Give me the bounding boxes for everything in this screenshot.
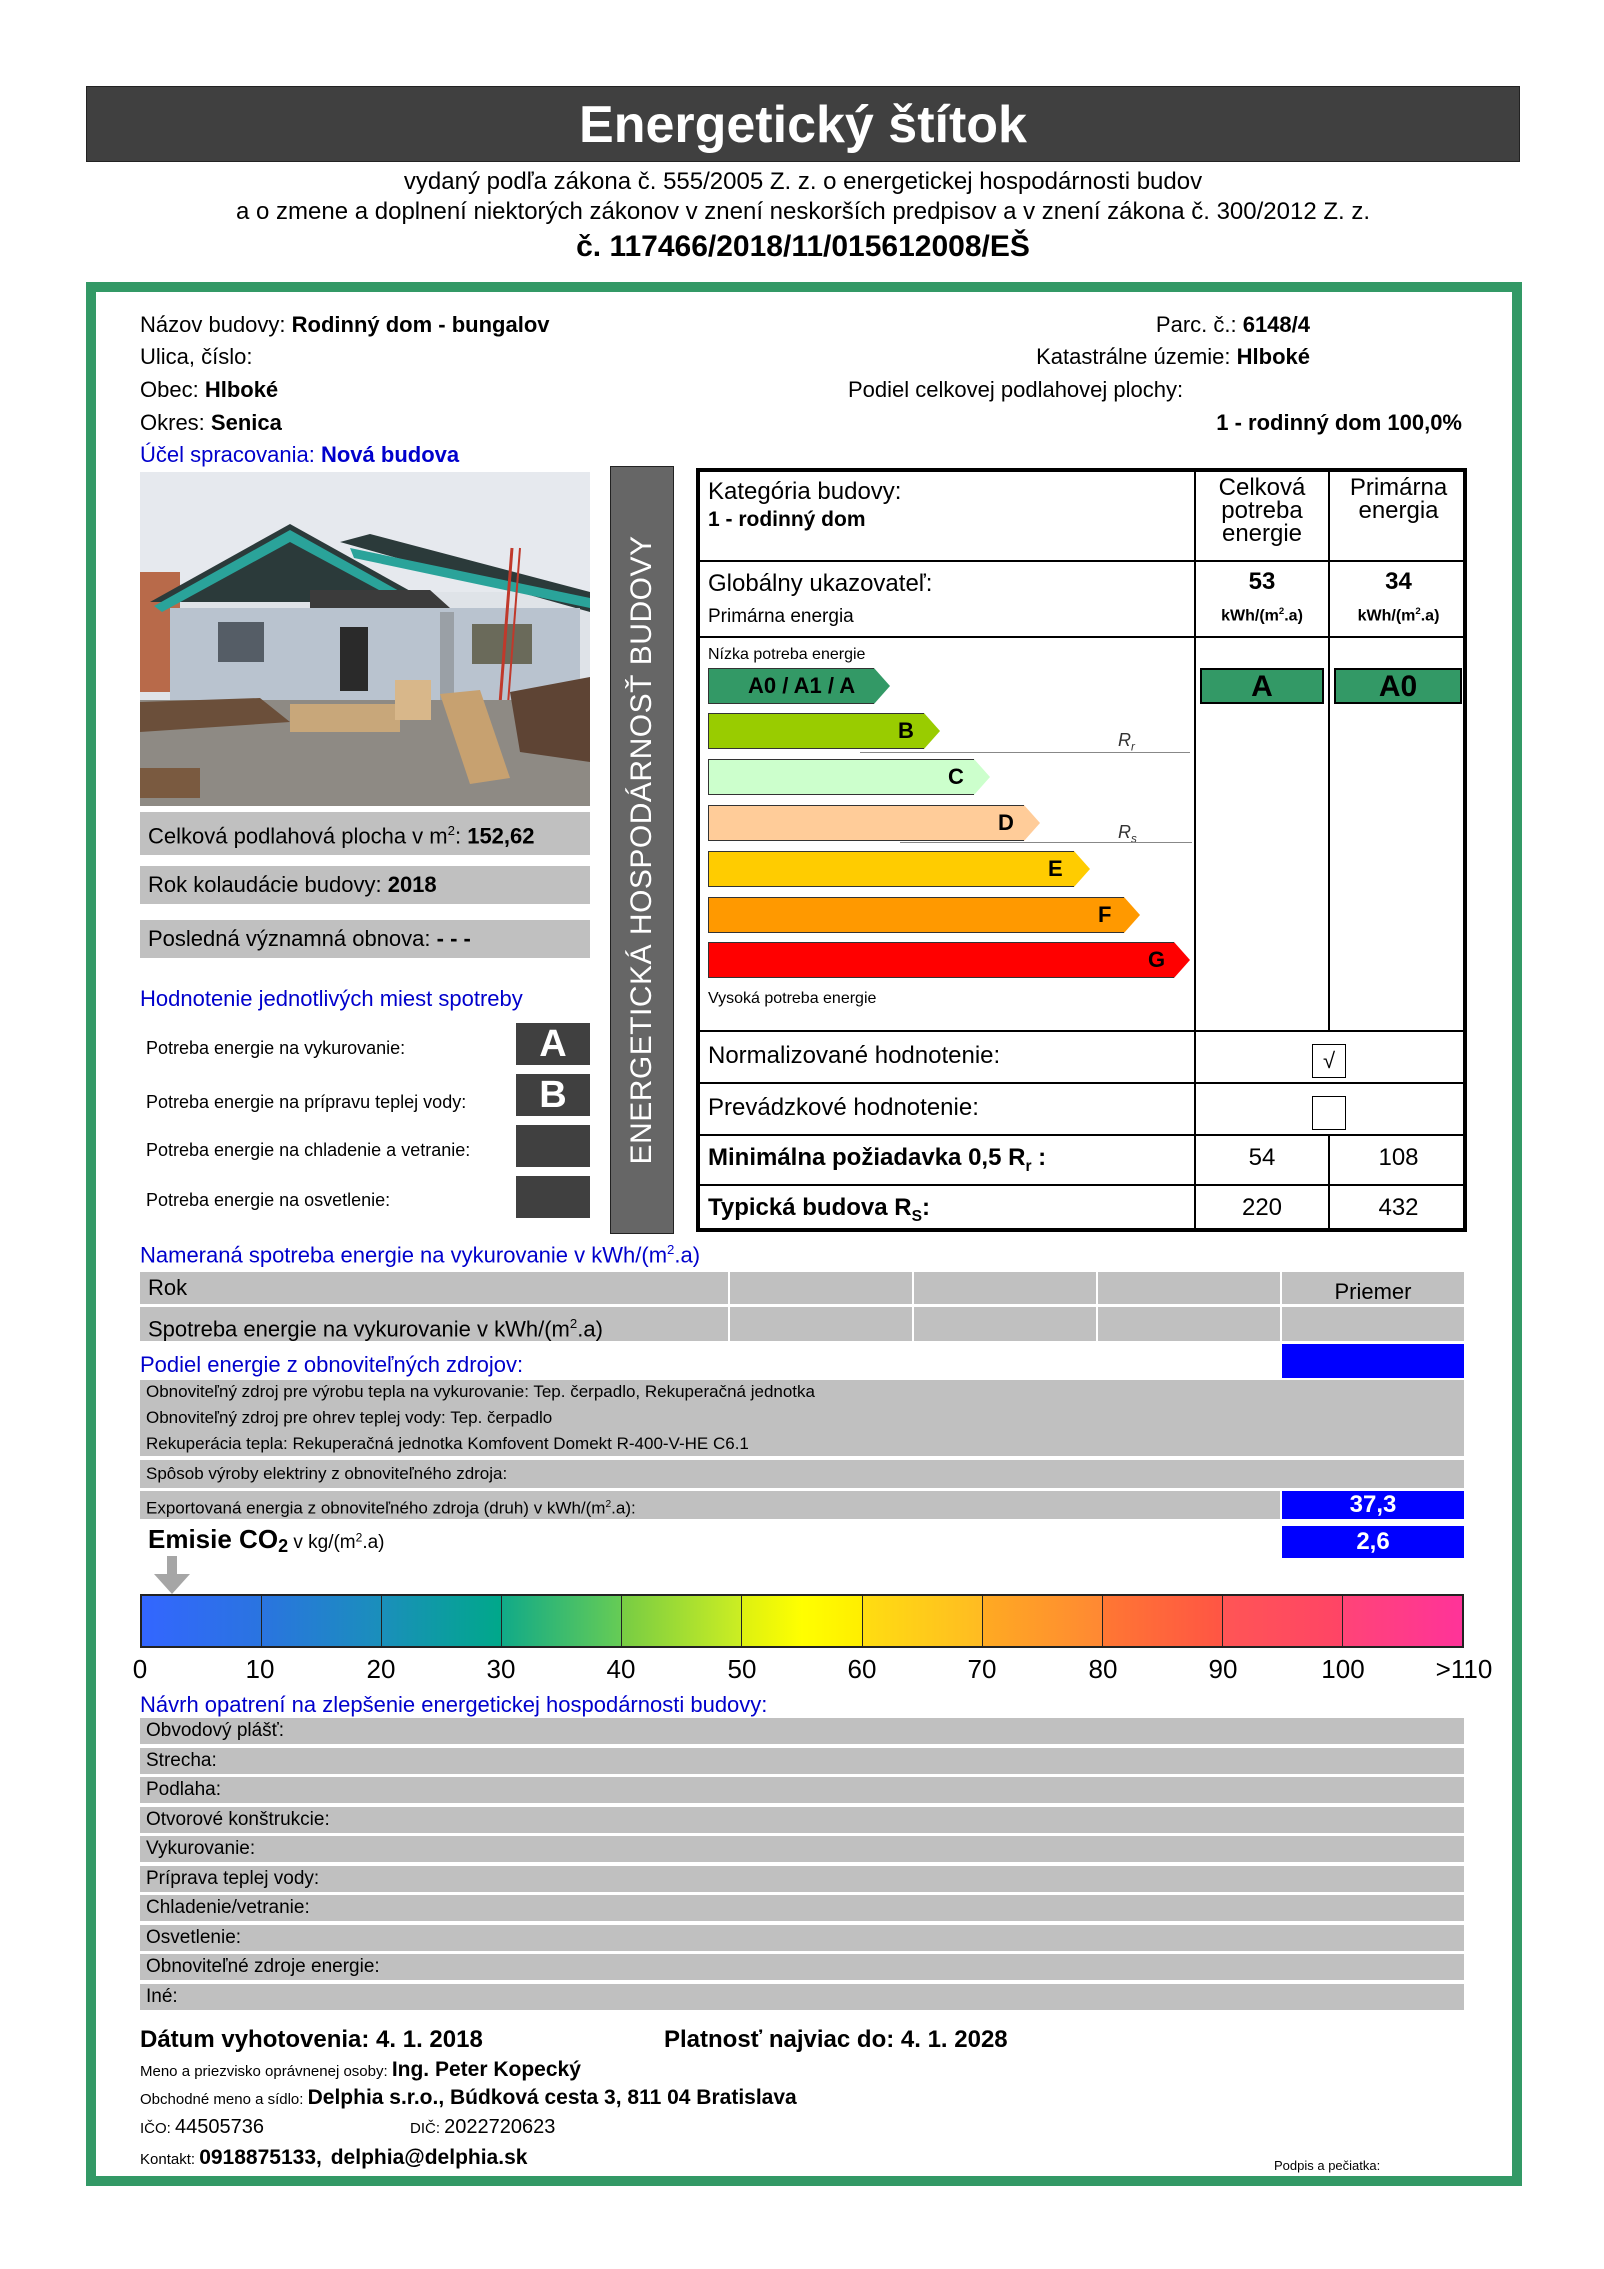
col-primary-header-line: energia xyxy=(1358,497,1439,524)
unit-prefix: kWh/(m xyxy=(1357,607,1416,625)
normalized-rating-label: Normalizované hodnotenie: xyxy=(708,1042,1001,1069)
class-bar-b xyxy=(708,713,940,749)
unit-suffix: .a) xyxy=(1284,607,1303,625)
approval-year-label: Rok kolaudácie budovy: xyxy=(148,872,388,897)
municipality xyxy=(140,377,278,403)
class-label: F xyxy=(1098,902,1112,927)
district xyxy=(140,410,282,436)
scale-tick: 100 xyxy=(1321,1654,1365,1684)
building-photo xyxy=(140,472,590,806)
floor-share-value: 1 - rodinný dom 100,0% xyxy=(1216,410,1462,435)
class-bar-e xyxy=(708,851,1090,887)
cadastral-area xyxy=(1036,344,1310,370)
emissions-unit-sup: 2 xyxy=(355,1530,363,1545)
vertical-banner-text: ENERGETICKÁ HOSPODÁRNOSŤ BUDOVY xyxy=(625,535,658,1165)
class-label: C xyxy=(948,764,964,789)
class-label: D xyxy=(998,810,1014,835)
measured-heading-sup: 2 xyxy=(667,1242,675,1257)
exported-energy-sup: 2 xyxy=(605,1499,612,1510)
issue-date-value: 4. 1. 2018 xyxy=(376,2026,483,2053)
divider xyxy=(700,1082,1463,1084)
class-bar-body xyxy=(708,759,974,795)
primary-energy-class: A0 xyxy=(1334,668,1462,704)
renewables-share-value xyxy=(1282,1344,1464,1378)
measured-year-cell xyxy=(914,1272,1096,1304)
class-bar-tip xyxy=(974,759,990,795)
heat-recovery: Rekuperácia tepla: Rekuperačná jednotka Komfovent Domekt R-400-V-HE C6.1 xyxy=(146,1434,749,1453)
unit-prefix: kWh/(m xyxy=(1221,607,1279,625)
measured-value-label-suffix: .a) xyxy=(577,1316,603,1342)
renewables-heading: Podiel energie z obnoviteľných zdrojov: xyxy=(140,1352,524,1377)
contact-label: Kontakt: xyxy=(140,2151,200,2168)
scale-tick: 0 xyxy=(132,1654,148,1684)
rr-marker-sub: r xyxy=(1131,740,1135,754)
cadastral-label: Katastrálne územie: xyxy=(1036,344,1237,369)
floor-area-sup: 2 xyxy=(447,823,455,838)
building-name-label: Názov budovy: xyxy=(140,312,292,337)
measured-year-label: Rok xyxy=(140,1272,728,1304)
total-energy-value: 53 xyxy=(1248,568,1276,595)
measured-value-cell xyxy=(730,1307,912,1341)
floor-area-value: 152,62 xyxy=(467,823,535,849)
last-renovation-box xyxy=(140,920,590,958)
class-label: G xyxy=(1148,947,1166,972)
subtitle-line-2: a o zmene a doplnení niektorých zákonov v znení neskorších predpisov a v znení zákona č. 300/2012 Z. z. xyxy=(236,198,1370,225)
scale-tick: 30 xyxy=(486,1654,516,1684)
approval-year-box xyxy=(140,866,590,904)
class-bar-body xyxy=(708,897,1124,933)
scale-tick: >110 xyxy=(1435,1654,1493,1684)
partial-ratings-heading: Hodnotenie jednotlivých miest spotreby xyxy=(140,986,523,1011)
divider xyxy=(700,1134,1463,1136)
col-primary-header-line: Primárna xyxy=(1349,474,1448,501)
divider xyxy=(700,636,1463,638)
renewable-water-source: Obnoviteľný zdroj pre ohrev teplej vody: Tep. čerpadlo xyxy=(146,1408,553,1427)
class-bar-body xyxy=(708,713,924,749)
building-name xyxy=(140,312,550,338)
emissions-scale xyxy=(140,1594,1464,1648)
measured-heading-suffix: .a) xyxy=(674,1242,701,1268)
emissions-title: Emisie CO xyxy=(148,1524,279,1554)
class-bar-tip xyxy=(1174,942,1190,978)
parcel-value: 6148/4 xyxy=(1242,312,1310,337)
class-bar-tip xyxy=(1024,805,1040,841)
rating-lighting-label: Potreba energie na osvetlenie: xyxy=(146,1190,391,1210)
proposal-row: Príprava teplej vody: xyxy=(140,1866,1464,1892)
measured-average-header: Priemer xyxy=(1282,1272,1464,1304)
rating-heating-label: Potreba energie na vykurovanie: xyxy=(146,1038,406,1058)
proposal-row: Iné: xyxy=(140,1984,1464,2010)
exported-energy-suffix: .a): xyxy=(611,1498,636,1518)
divider xyxy=(700,1030,1463,1032)
valid-until xyxy=(664,2026,1008,2054)
min-requirement-total: 54 xyxy=(1248,1144,1276,1171)
high-demand-label: Vysoká potreba energie xyxy=(708,990,877,1007)
signature-label: Podpis a pečiatka: xyxy=(1274,2158,1381,2173)
dic-label: DIČ: xyxy=(410,2120,445,2137)
total-energy-class: A xyxy=(1200,668,1324,704)
class-bar-tip xyxy=(924,713,940,749)
scale-tick: 90 xyxy=(1208,1654,1238,1684)
primary-energy-value: 34 xyxy=(1385,568,1412,595)
proposal-row: Vykurovanie: xyxy=(140,1836,1464,1862)
operational-rating-label: Prevádzkové hodnotenie: xyxy=(708,1094,979,1121)
typical-building-total: 220 xyxy=(1241,1194,1283,1221)
measured-value-label-text: Spotreba energie na vykurovanie v kWh/(m xyxy=(148,1316,570,1342)
scale-segment xyxy=(1103,1596,1223,1646)
floor-area-sep: : xyxy=(454,823,468,849)
scale-segment xyxy=(863,1596,983,1646)
min-requirement-primary: 108 xyxy=(1378,1144,1419,1171)
renewable-heat-source: Obnoviteľný zdroj pre výrobu tepla na vykurovanie: Tep. čerpadlo, Rekuperačná jednotka xyxy=(146,1382,815,1401)
rating-heating-class: A xyxy=(516,1023,590,1065)
class-bar-tip xyxy=(1074,851,1090,887)
scale-segment xyxy=(262,1596,382,1646)
ico xyxy=(140,2116,264,2139)
issue-date xyxy=(140,2026,483,2054)
measured-value-label-sup: 2 xyxy=(569,1316,578,1331)
contact-phone: 0918875133, xyxy=(199,2146,322,2169)
rating-hot-water-label: Potreba energie na prípravu teplej vody: xyxy=(146,1092,467,1112)
typical-text: Typická budova R xyxy=(708,1194,912,1221)
scale-tick: 80 xyxy=(1088,1654,1118,1684)
contact-email[interactable]: delphia@delphia.sk xyxy=(330,2146,528,2169)
last-renovation-value: - - - xyxy=(436,926,471,951)
district-value: Senica xyxy=(210,410,282,435)
class-label: A0 / A1 / A xyxy=(748,673,856,698)
scale-segment xyxy=(502,1596,622,1646)
ico-label: IČO: xyxy=(140,2120,176,2137)
class-label: E xyxy=(1048,856,1063,881)
divider xyxy=(700,560,1463,562)
ico-value: 44505736 xyxy=(175,2116,264,2138)
proposal-row: Strecha: xyxy=(140,1748,1464,1774)
scale-segment xyxy=(742,1596,862,1646)
floor-share-label: Podiel celkovej podlahovej plochy: xyxy=(848,377,1184,402)
measured-year-cell xyxy=(730,1272,912,1304)
min-requirement-label xyxy=(708,1144,1046,1176)
street-label: Ulica, číslo: xyxy=(140,344,253,369)
emissions-sub: 2 xyxy=(278,1536,289,1557)
authorized-person xyxy=(140,2058,581,2082)
purpose-value: Nová budova xyxy=(320,442,460,467)
parcel-number xyxy=(1156,312,1310,338)
exported-energy-text: Exportovaná energia z obnoviteľného zdroja (druh) v kWh/(m xyxy=(146,1498,606,1518)
emissions-label xyxy=(148,1524,385,1557)
vertical-banner xyxy=(610,466,674,1234)
scale-tick: 20 xyxy=(366,1654,396,1684)
exported-energy-label xyxy=(140,1491,1280,1519)
class-label: B xyxy=(898,718,914,743)
low-demand-label: Nízka potreba energie xyxy=(708,646,866,663)
scale-segment xyxy=(622,1596,742,1646)
proposal-row: Podlaha: xyxy=(140,1777,1464,1803)
category-label: Kategória budovy: xyxy=(708,478,902,505)
exported-energy-value: 37,3 xyxy=(1282,1491,1464,1519)
scale-tick: 10 xyxy=(245,1654,275,1684)
category-value: 1 - rodinný dom xyxy=(708,508,866,531)
rs-marker-sub: s xyxy=(1131,832,1137,846)
rs-marker-letter: R xyxy=(1118,822,1131,842)
normalized-rating-checkbox[interactable]: √ xyxy=(1312,1044,1346,1078)
class-bar-a xyxy=(708,668,890,704)
rating-cooling-class xyxy=(516,1125,590,1167)
typical-suffix: : xyxy=(922,1194,931,1221)
unit-suffix: .a) xyxy=(1420,607,1440,625)
company-value: Delphia s.r.o., Búdková cesta 3, 811 04 Bratislava xyxy=(307,2086,797,2109)
class-bar-body xyxy=(708,805,1024,841)
min-req-sub: r xyxy=(1025,1157,1032,1175)
last-renovation-label: Posledná významná obnova: xyxy=(148,926,437,951)
page-title: Energetický štítok xyxy=(86,86,1520,162)
proposal-row: Osvetlenie: xyxy=(140,1925,1464,1951)
scale-tick: 50 xyxy=(727,1654,757,1684)
purpose-label: Účel spracovania: xyxy=(140,442,321,467)
house-image-icon xyxy=(140,472,590,806)
scale-tick: 60 xyxy=(847,1654,877,1684)
class-bar-tip xyxy=(874,668,890,704)
class-bar-body xyxy=(708,942,1174,978)
typical-building-label xyxy=(708,1194,930,1226)
proposal-row: Obnoviteľné zdroje energie: xyxy=(140,1954,1464,1980)
scale-segment xyxy=(983,1596,1103,1646)
divider xyxy=(700,1184,1463,1186)
measured-year-cell xyxy=(1098,1272,1280,1304)
person-label: Meno a priezvisko oprávnenej osoby: xyxy=(140,2063,392,2080)
class-bar-body xyxy=(708,851,1074,887)
rr-marker-letter: R xyxy=(1118,730,1131,750)
contact xyxy=(140,2146,527,2170)
floor-area-box xyxy=(140,812,590,855)
emissions-value: 2,6 xyxy=(1282,1526,1464,1558)
class-bar-g xyxy=(708,942,1190,978)
global-indicator-label: Globálny ukazovateľ: xyxy=(708,570,933,597)
person-value: Ing. Peter Kopecký xyxy=(391,2058,581,2081)
proposal-row: Obvodový plášť: xyxy=(140,1718,1464,1744)
scale-segment xyxy=(382,1596,502,1646)
valid-until-label: Platnosť najviac do: xyxy=(664,2026,901,2053)
class-bar-tip xyxy=(1124,897,1140,933)
renewable-electricity: Spôsob výroby elektriny z obnoviteľného zdroja: xyxy=(140,1460,1464,1488)
rating-hot-water-class: B xyxy=(516,1074,590,1116)
typical-sub: S xyxy=(911,1207,923,1225)
global-indicator-sub: Primárna energia xyxy=(708,606,854,627)
measured-heading xyxy=(140,1242,700,1268)
purpose xyxy=(140,442,459,468)
class-bar-f xyxy=(708,897,1140,933)
typical-building-primary: 432 xyxy=(1378,1194,1419,1221)
scale-tick: 40 xyxy=(606,1654,636,1684)
class-bar-c xyxy=(708,759,990,795)
emissions-unit-suffix: .a) xyxy=(362,1532,385,1553)
rating-cooling-label: Potreba energie na chladenie a vetranie: xyxy=(146,1140,471,1160)
rs-line xyxy=(900,842,1192,843)
total-energy-unit xyxy=(1196,606,1328,625)
valid-until-value: 4. 1. 2028 xyxy=(900,2026,1008,2053)
proposals-heading: Návrh opatrení na zlepšenie energetickej hospodárnosti budovy: xyxy=(140,1692,768,1717)
rr-marker xyxy=(1118,730,1135,754)
cadastral-value: Hlboké xyxy=(1236,344,1310,369)
scale-segment xyxy=(142,1596,262,1646)
col-total-header xyxy=(1196,476,1328,545)
scale-tick: 70 xyxy=(967,1654,997,1684)
renewables-details xyxy=(140,1380,1464,1456)
document-number: č. 117466/2018/11/015612008/EŠ xyxy=(576,230,1030,263)
col-primary-header xyxy=(1330,476,1467,522)
measured-value-cell xyxy=(914,1307,1096,1341)
rr-line xyxy=(860,752,1190,753)
dic xyxy=(410,2116,555,2139)
approval-year-value: 2018 xyxy=(387,872,437,897)
building-name-value: Rodinný dom - bungalov xyxy=(291,312,550,337)
measured-value-label xyxy=(140,1307,728,1341)
proposal-row: Otvorové konštrukcie: xyxy=(140,1807,1464,1833)
measured-heading-text: Nameraná spotreba energie na vykurovanie v kWh/(m xyxy=(140,1242,668,1268)
issue-date-label: Dátum vyhotovenia: xyxy=(140,2026,377,2053)
emissions-pointer-arrow-icon xyxy=(154,1556,190,1599)
floor-area-label: Celková podlahová plocha v m xyxy=(148,823,448,849)
divider xyxy=(1328,472,1330,1030)
municipality-label: Obec: xyxy=(140,377,205,402)
energy-class-table xyxy=(696,468,1467,1232)
company xyxy=(140,2086,797,2110)
proposal-row: Chladenie/vetranie: xyxy=(140,1895,1464,1921)
emissions-unit: v kg/(m xyxy=(288,1532,356,1553)
dic-value: 2022720623 xyxy=(444,2116,556,2138)
measured-value-cell xyxy=(1098,1307,1280,1341)
col-total-header-line: energie xyxy=(1221,520,1303,547)
unit-sup: 2 xyxy=(1415,606,1421,617)
rating-lighting-class xyxy=(516,1176,590,1218)
parcel-label: Parc. č.: xyxy=(1155,312,1243,337)
min-req-text: Minimálna požiadavka 0,5 R xyxy=(708,1144,1026,1171)
divider xyxy=(1194,472,1196,1030)
measured-average-value xyxy=(1282,1307,1464,1341)
company-label: Obchodné meno a sídlo: xyxy=(140,2091,308,2108)
unit-sup: 2 xyxy=(1278,606,1285,617)
col-total-header-line: potreba xyxy=(1221,497,1303,524)
scale-segment xyxy=(1223,1596,1343,1646)
scale-segment xyxy=(1343,1596,1462,1646)
min-req-suffix: : xyxy=(1031,1144,1047,1171)
col-total-header-line: Celková xyxy=(1218,474,1306,501)
primary-energy-unit xyxy=(1330,606,1467,625)
class-bar-d xyxy=(708,805,1040,841)
operational-rating-checkbox[interactable] xyxy=(1312,1096,1346,1130)
subtitle-line-1: vydaný podľa zákona č. 555/2005 Z. z. o energetickej hospodárnosti budov xyxy=(403,168,1203,195)
municipality-value: Hlboké xyxy=(204,377,279,402)
district-label: Okres: xyxy=(140,410,211,435)
